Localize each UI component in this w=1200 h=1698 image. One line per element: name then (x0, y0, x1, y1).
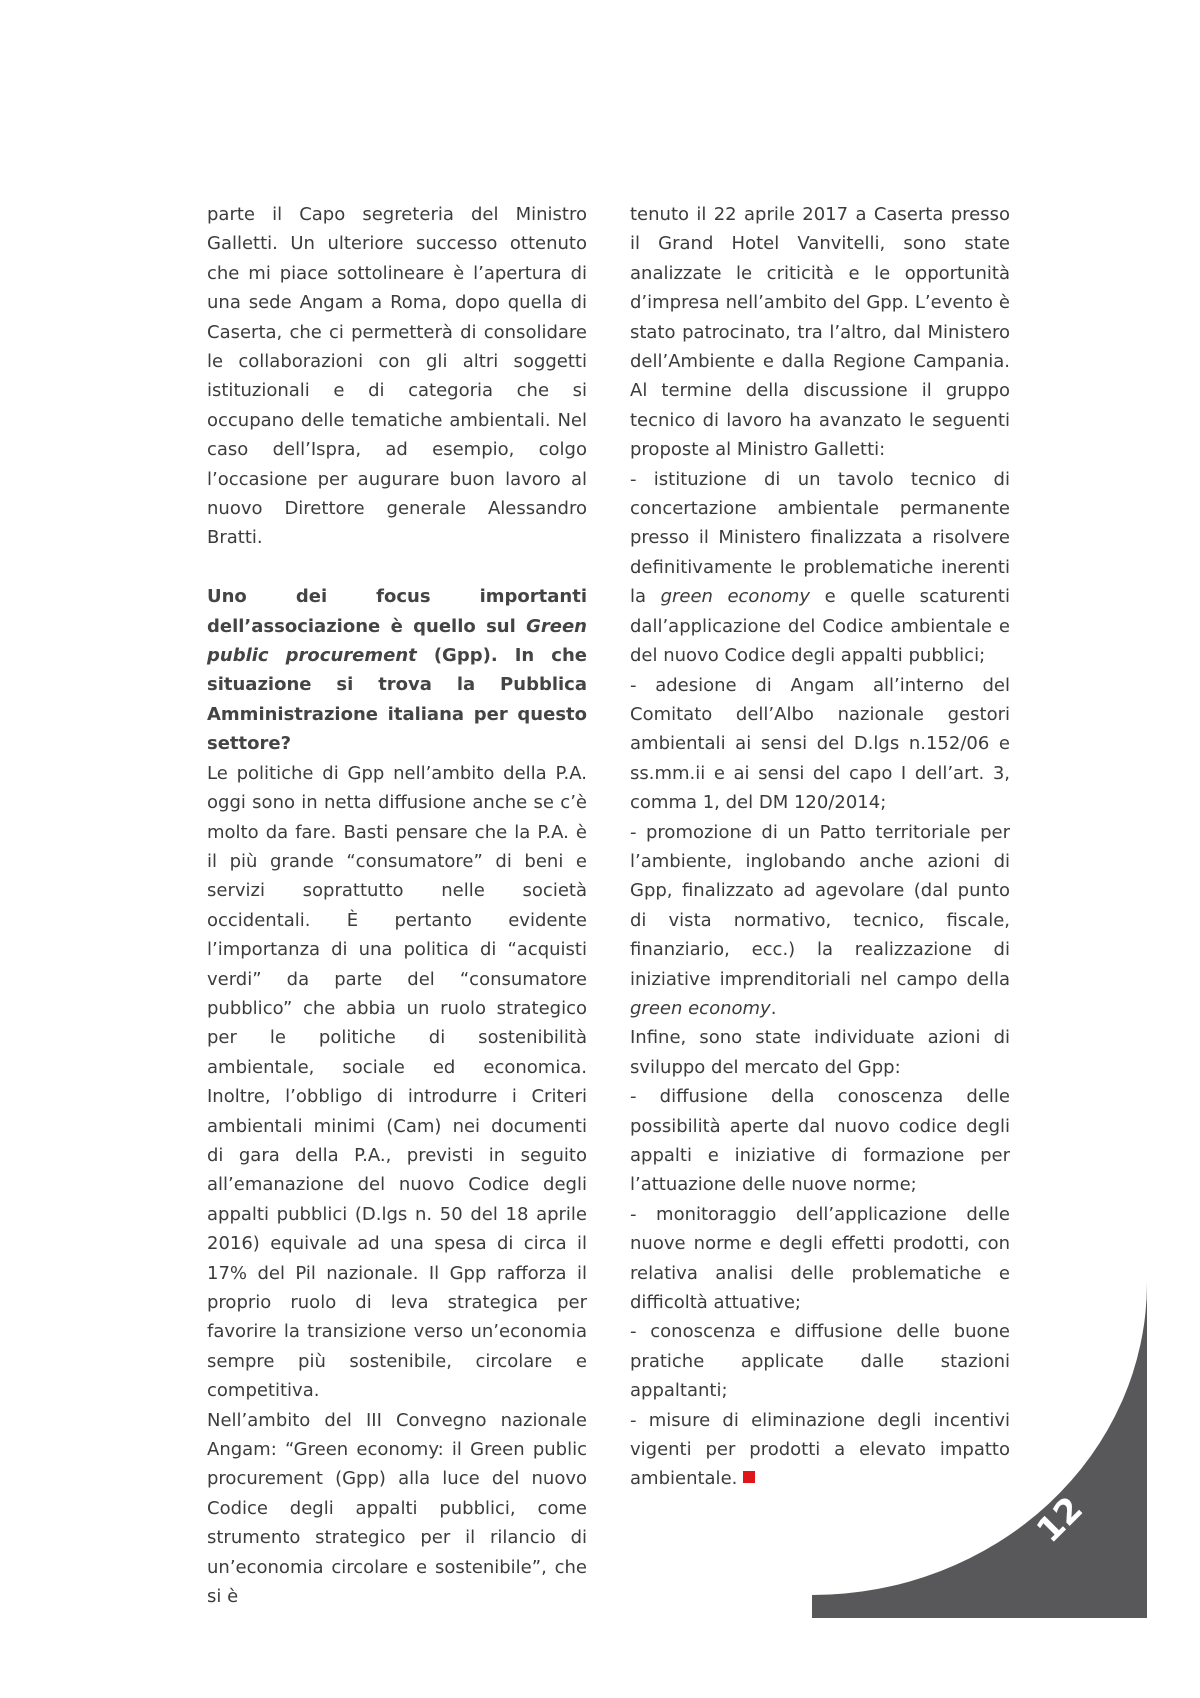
action-item-1: - diffusione della conoscenza delle possibilità aperte dal nuovo codice degli appalti e iniziative di formazione per l’attuazione delle nuove norme; (630, 1086, 1010, 1196)
interview-question (207, 582, 587, 758)
question-emphasis: Green public procurement (207, 615, 587, 667)
end-of-article-marker (743, 1471, 755, 1483)
action-4-text: - misure di eliminazione degli incentivi vigenti per prodotti a elevato impatto ambientale. (630, 1409, 1010, 1490)
paragraph-spacer (207, 553, 587, 582)
proposal-item-3 (630, 818, 1010, 1024)
proposal-1-emphasis: green economy (660, 586, 811, 608)
paragraph-event: tenuto il 22 aprile 2017 a Caserta presso il Grand Hotel Vanvitelli, sono state analizzate le criticità e le opportunità d’impresa nell’ambito del Gpp. L’evento è stato patrocinato, tra l’altro, dal Ministero dell’Ambiente e dalla Regione Campania. Al termine della discussione il gruppo tecnico di lavoro ha avanzato le seguenti proposte al Ministro Galletti: (630, 204, 1010, 461)
paragraph-intro: parte il Capo segreteria del Ministro Galletti. Un ulteriore successo ottenuto che mi piace sottolineare è l’apertura di una sede Angam a Roma, dopo quella di Caserta, che ci permetterà di consolidare le collaborazioni con gli altri soggetti istituzionali e di categoria che si occupano delle tematiche ambientali. Nel caso dell’Ispra, ad esempio, colgo l’occasione per augurare buon lavoro al nuovo Direttore generale Alessandro Bratti. (207, 204, 587, 549)
proposal-item-2: - adesione di Angam all’interno del Comitato dell’Albo nazionale gestori ambientali ai sensi del D.lgs n.152/06 e ss.mm.ii e ai sensi del capo I dell’art. 3, comma 1, del DM 120/2014; (630, 674, 1010, 814)
paragraph-actions-intro: Infine, sono state individuate azioni di sviluppo del mercato del Gpp: (630, 1027, 1010, 1078)
page-corner-decoration (812, 1283, 1147, 1618)
question-text-b: (Gpp). In che situazione si trova la Pubblica Amministrazione italiana per questo settore? (207, 645, 587, 755)
proposal-1-text-a: - istituzione di un tavolo tecnico di concertazione ambientale permanente presso il Ministero finalizzata a risolvere definitivamente le problematiche inerenti la (630, 468, 1010, 608)
proposal-item-1 (630, 465, 1010, 671)
paragraph-answer: Le politiche di Gpp nell’ambito della P.A. oggi sono in netta diffusione anche se c’è molto da fare. Basti pensare che la P.A. è il più grande “consumatore” di beni e servizi soprattutto nelle società occidentali. È pertanto evidente l’importanza di una politica di “acquisti verdi” da parte del “consumatore pubblico” che abbia un ruolo strategico per le politiche di sostenibilità ambientale, sociale ed economica. Inoltre, l’obbligo di introdurre i Criteri ambientali minimi (Cam) nei documenti di gara della P.A., previsti in seguito all’emanazione del nuovo Codice degli appalti pubblici (D.lgs n. 50 del 18 aprile 2016) equivale ad una spesa di circa il 17% del Pil nazionale. Il Gpp rafforza il proprio ruolo di leva strategica per favorire la transizione verso un’economia sempre più sostenibile, circolare e competitiva. (207, 762, 587, 1402)
paragraph-convegno: Nell’ambito del III Convegno nazionale Angam: “Green economy: il Green public procurement (Gpp) alla luce del nuovo Codice degli appalti pubblici, come strumento strategico per il rilancio di un’economia circolare e sostenibile”, che si è (207, 1409, 587, 1608)
page-number: 12 (1029, 1489, 1091, 1551)
corner-shape (812, 1283, 1147, 1618)
action-item-2: - monitoraggio dell’applicazione delle nuove norme e degli effetti prodotti, con relativa analisi delle problematiche e difficoltà attuative; (630, 1203, 1010, 1314)
left-column (207, 200, 587, 1611)
proposal-3-emphasis: green economy (630, 997, 771, 1019)
question-text-a: Uno dei focus importanti dell’associazione è quello sul (207, 586, 587, 637)
proposal-3-text-a: - promozione di un Patto territoriale per l’ambiente, inglobando anche azioni di Gpp, finalizzato ad agevolare (dal punto di vista normativo, tecnico, fiscale, finanziario, ecc.) la realizzazione di iniziative imprenditoriali nel campo della (630, 821, 1010, 990)
proposal-3-text-b: . (770, 997, 777, 1019)
action-item-3: - conoscenza e diffusione delle buone pratiche applicate dalle stazioni appaltanti; (630, 1321, 1010, 1402)
proposal-1-text-b: e quelle scaturenti dall’applicazione del Codice ambientale e del nuovo Codice degli appalti pubblici; (630, 586, 1010, 667)
